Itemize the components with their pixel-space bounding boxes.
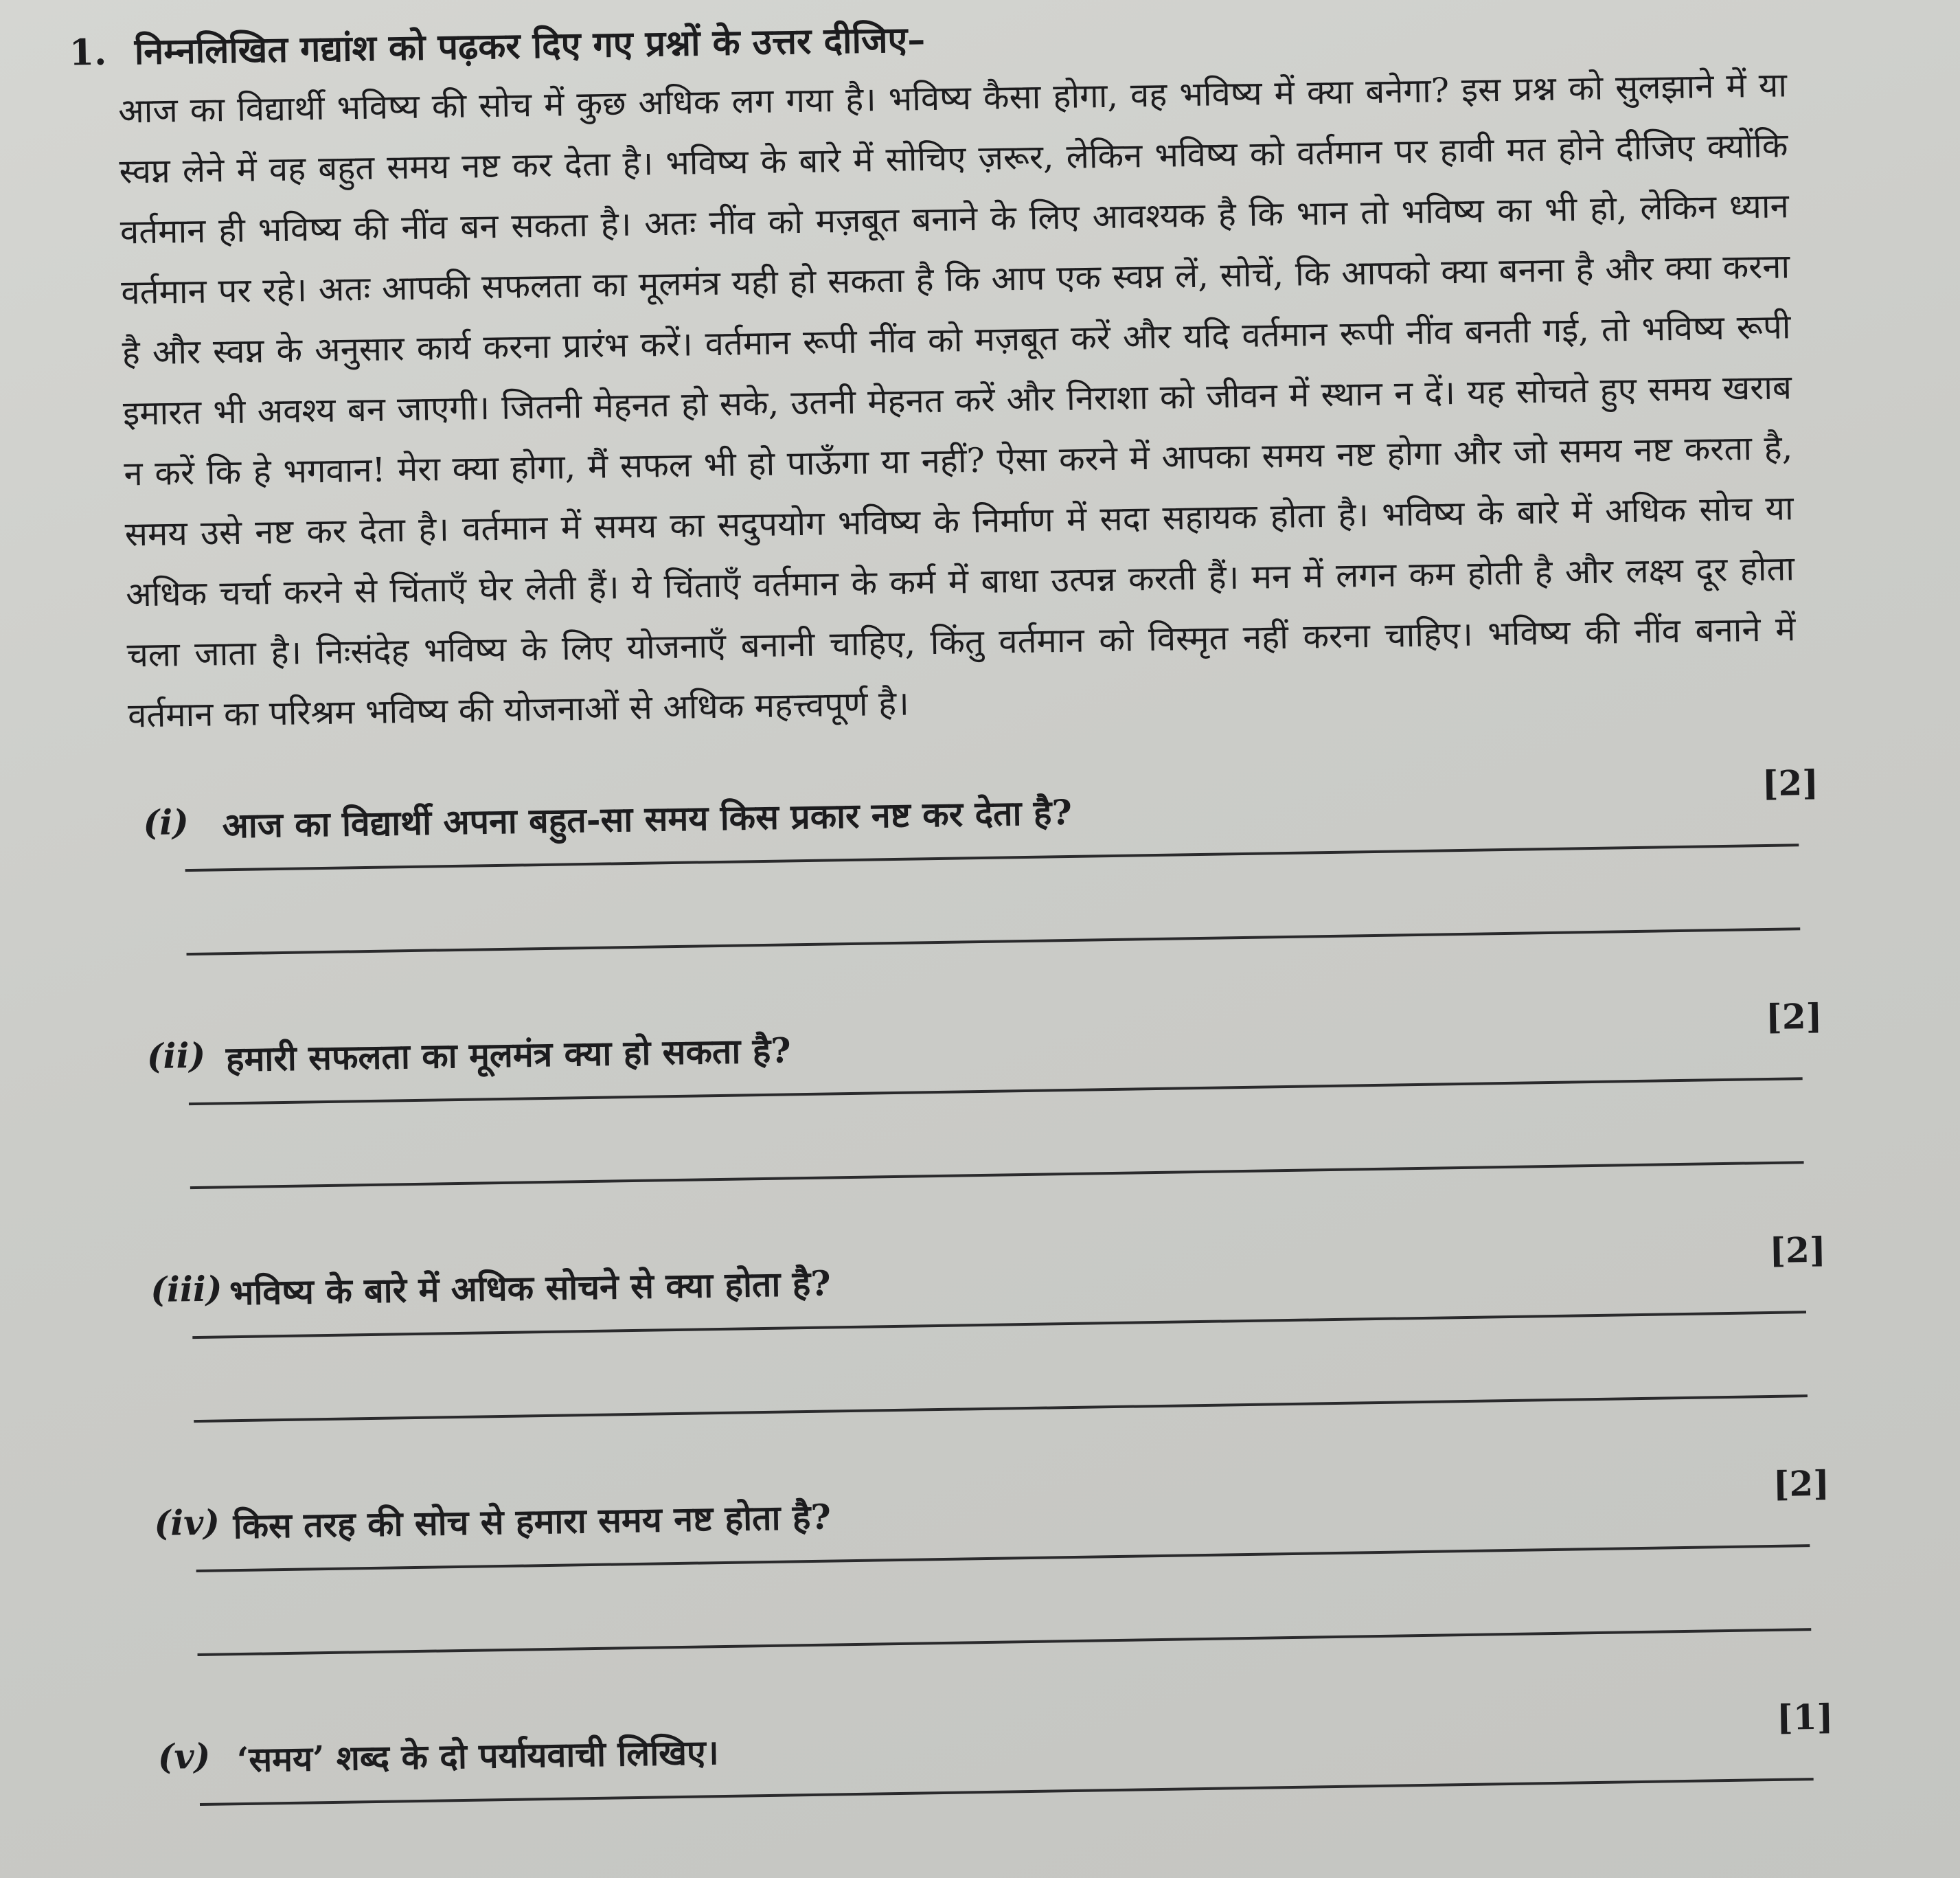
passage-text: आज का विद्यार्थी भविष्य की सोच में कुछ अधिक लग गया है। भविष्य कैसा होगा, वह भविष्य में क्या बनेगा? इस प्रश्न को सुलझाने में या स्वप्न लेने में वह बहुत समय नष्ट कर देता है। भविष्य के बारे में सोचिए ज़रूर, लेकिन भविष्य को वर्तमान पर हावी मत होने दीजिए क्योंकि वर्तमान ही भविष्य की नींव बन सकता है। अतः नींव को मज़बूत बनाने के लिए आवश्यक है कि भान तो भविष्य का भी हो, लेकिन ध्यान वर्तमान पर रहे। अतः आपकी सफलता का मूलमंत्र यही हो सकता है कि आप एक स्वप्न लें, सोचें, कि आपको क्या बनना है और क्या करना है और स्वप्न के अनुसार कार्य करना प्रारंभ करें। वर्तमान रूपी नींव को मज़बूत करें और यदि वर्तमान रूपी नींव बनती गई, तो भविष्य रूपी इमारत भी अवश्य बन जाएगी। जितनी मेहनत हो सके, उतनी मेहनत करें और निराशा को जीवन में स्थान न दें। यह सोचते हुए समय खराब न करें कि हे भगवान! मेरा क्या होगा, मैं सफल भी हो पाऊँगा या नहीं? ऐसा करने में आपका समय नष्ट होगा और जो समय नष्ट करता है, समय उसे नष्ट कर देता है। वर्तमान में समय का सदुपयोग भविष्य के निर्माण में सदा सहायक होता है। भविष्य के बारे में अधिक सोच या अधिक चर्चा करने से चिंताएँ घेर लेती हैं। ये चिंताएँ वर्तमान के कर्म में बाधा उत्पन्न करती हैं। मन में लगन कम होती है और लक्ष्य दूर होता चला जाता है। निःसंदेह भविष्य के लिए योजनाएँ बनानी चाहिए, किंतु वर्तमान को विस्मृत नहीं करना चाहिए। भविष्य की नींव बनाने में वर्तमान का परिश्रम भविष्य की योजनाओं से अधिक महत्त्वपूर्ण है। — [117, 65, 1796, 736]
answer-line[interactable] — [200, 1778, 1814, 1806]
sub-question-marks: [2] — [1769, 1229, 1827, 1271]
answer-line[interactable] — [189, 1077, 1803, 1105]
sub-question-label: (iii) — [150, 1268, 223, 1311]
sub-question-marks: [2] — [1765, 995, 1823, 1038]
answer-line[interactable] — [186, 927, 1800, 955]
question-number: 1. — [69, 31, 107, 74]
question-heading — [69, 14, 925, 76]
answer-line[interactable] — [192, 1311, 1806, 1339]
sub-question-1 — [143, 762, 1819, 850]
answer-line[interactable] — [190, 1161, 1804, 1189]
sub-question-4 — [154, 1462, 1830, 1551]
sub-question-text: आज का विद्यार्थी अपना बहुत-सा समय किस प्रकार नष्ट कर देता है? — [222, 791, 1073, 846]
sub-question-text: किस तरह की सोच से हमारा समय नष्ट होता है? — [233, 1496, 832, 1547]
sub-question-label: (iv) — [154, 1502, 220, 1543]
answer-line[interactable] — [185, 844, 1799, 872]
sub-question-5 — [157, 1696, 1834, 1785]
answer-line[interactable] — [196, 1544, 1810, 1572]
question-instruction: निम्नलिखित गद्यांश को पढ़कर दिए गए प्रश्नों के उत्तर दीजिए– — [134, 19, 926, 73]
sub-question-marks: [2] — [1773, 1462, 1830, 1504]
sub-question-text: हमारी सफलता का मूलमंत्र क्या हो सकता है? — [225, 1030, 791, 1080]
answer-line[interactable] — [198, 1628, 1812, 1656]
sub-question-marks: [2] — [1762, 762, 1819, 804]
sub-question-2 — [146, 995, 1823, 1084]
sub-question-marks: [1] — [1776, 1696, 1834, 1738]
sub-question-label: (ii) — [146, 1034, 206, 1077]
sub-question-text: ‘समय’ शब्द के दो पर्यायवाची लिखिए। — [236, 1732, 720, 1780]
sub-question-label: (i) — [143, 802, 190, 844]
answer-line[interactable] — [194, 1394, 1808, 1423]
sub-question-3 — [150, 1229, 1827, 1317]
sub-question-label: (v) — [157, 1735, 211, 1777]
sub-question-text: भविष्य के बारे में अधिक सोचने से क्या होता है? — [229, 1263, 832, 1313]
worksheet-sheet — [55, 0, 1938, 1868]
